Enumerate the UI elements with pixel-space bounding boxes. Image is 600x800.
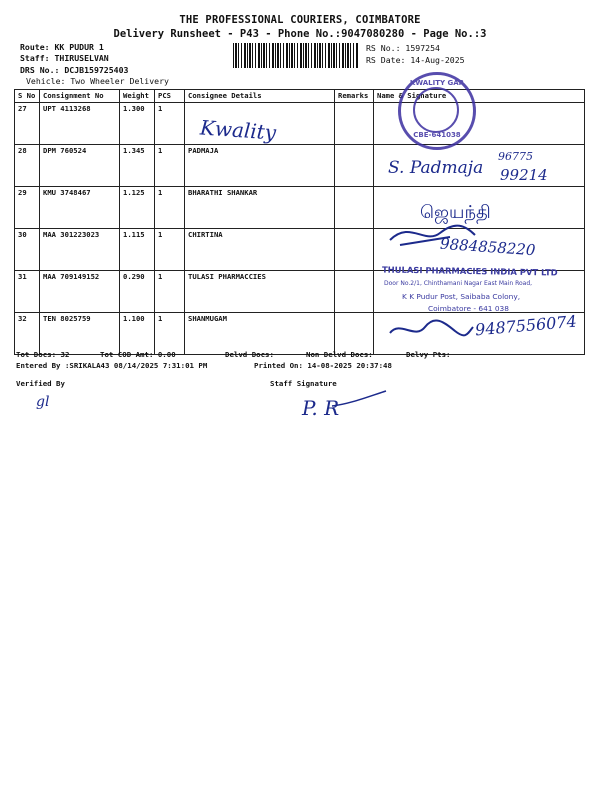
row-remarks	[335, 229, 374, 271]
runsheet-subtitle: Delivery Runsheet - P43 - Phone No.:9047080280 - Page No.:3	[113, 28, 487, 40]
row-weight: 1.345	[120, 145, 155, 187]
row-sno: 27	[15, 103, 40, 145]
row28-phone-a: 96775	[498, 150, 533, 163]
row-pcs: 1	[155, 187, 185, 229]
stamp-top-text: KWALITY GAR	[409, 79, 465, 87]
staff-signature-stroke	[330, 388, 390, 413]
runsheet-table	[14, 89, 585, 355]
row-consignment: UPT 4113268	[40, 103, 120, 145]
staff-label: Staff: THIRUSELVAN	[20, 53, 109, 63]
row28-handwritten-name: S. Padmaja	[388, 158, 484, 178]
barcode	[233, 43, 359, 68]
row-consignment: DPM 760524	[40, 145, 120, 187]
table-row	[15, 103, 585, 145]
stamp-bottom-text: CBE-641038	[413, 131, 461, 139]
row-remarks	[335, 103, 374, 145]
col-consignment: Consignment No	[40, 90, 120, 103]
rs-date: RS Date: 14-Aug-2025	[366, 55, 465, 65]
row-sno: 31	[15, 271, 40, 313]
row-weight: 1.125	[120, 187, 155, 229]
verified-by-signature: gl	[36, 394, 50, 410]
drs-label: DRS No.: DCJB159725403	[20, 65, 129, 75]
row-consignment: TEN 8025759	[40, 313, 120, 355]
non-delivered-docs: Non Delvd Docs:	[306, 350, 373, 359]
row-consignee: SHANMUGAM	[185, 313, 335, 355]
table-header-row	[15, 90, 585, 103]
row-consignment: MAA 709149152	[40, 271, 120, 313]
row30-phone: 9884858220	[439, 234, 536, 260]
row-sno: 30	[15, 229, 40, 271]
row32-phone: 9487556074	[474, 311, 578, 340]
row-weight: 1.115	[120, 229, 155, 271]
row-consignee: CHIRTINA	[185, 229, 335, 271]
row-sno: 28	[15, 145, 40, 187]
pharma-stamp-address-2: K K Pudur Post, Saibaba Colony,	[402, 292, 521, 301]
row-pcs: 1	[155, 313, 185, 355]
row-pcs: 1	[155, 271, 185, 313]
entered-by: Entered By :SRIKALA43 08/14/2025 7:31:01 PM	[16, 361, 208, 370]
row-remarks	[335, 271, 374, 313]
row-pcs: 1	[155, 145, 185, 187]
row32-scribble-signature	[385, 315, 475, 345]
verified-by-label: Verified By	[16, 379, 65, 388]
row-consignee: TULASI PHARMACCIES	[185, 271, 335, 313]
row-consignment: MAA 301223023	[40, 229, 120, 271]
printed-on: Printed On: 14-08-2025 20:37:48	[254, 361, 392, 370]
row-remarks	[335, 313, 374, 355]
vehicle-label: Vehicle: Two Wheeler Delivery	[26, 76, 169, 86]
total-cod: Tot COD Amt: 0.00	[100, 350, 176, 359]
table-row	[15, 187, 585, 229]
company-title: THE PROFESSIONAL COURIERS, COIMBATORE	[179, 14, 421, 26]
row-remarks	[335, 145, 374, 187]
row30-scribble-signature	[380, 215, 480, 255]
row-pcs: 1	[155, 229, 185, 271]
row-pcs: 1	[155, 103, 185, 145]
delivery-points: Delvy Pts:	[406, 350, 451, 359]
row-consignment: KMU 3748467	[40, 187, 120, 229]
delivered-docs: Delvd Docs:	[225, 350, 274, 359]
row-consignee: PADMAJA	[185, 145, 335, 187]
row28-phone-b: 99214	[500, 166, 548, 184]
row-weight: 1.300	[120, 103, 155, 145]
row29-tamil-signature: ஜெயந்தி	[420, 202, 491, 223]
pharma-stamp-address-3: Coimbatore - 641 038	[428, 304, 509, 313]
route-label: Route: KK PUDUR 1	[20, 42, 104, 52]
row-remarks	[335, 187, 374, 229]
row-sno: 32	[15, 313, 40, 355]
rs-number: RS No.: 1597254	[366, 43, 440, 53]
total-docs: Tot Docs: 32	[16, 350, 70, 359]
row-weight: 1.100	[120, 313, 155, 355]
kwality-stamp	[398, 72, 476, 150]
stamp-inner-ring	[413, 87, 459, 133]
col-remarks: Remarks	[335, 90, 374, 103]
row27-handwriting: Kwality	[199, 115, 277, 145]
pharma-stamp-name: THULASI PHARMACIES INDIA PVT LTD	[381, 264, 558, 278]
row-weight: 0.290	[120, 271, 155, 313]
col-signature: Name & Signature	[374, 90, 585, 103]
staff-signature-label: Staff Signature	[270, 379, 337, 388]
col-consignee: Consignee Details	[185, 90, 335, 103]
pharma-stamp-address-1: Door No.2/1, Chinthamani Nagar East Main Road,	[384, 280, 533, 287]
row-consignee: BHARATHI SHANKAR	[185, 187, 335, 229]
col-pcs: PCS	[155, 90, 185, 103]
col-weight: Weight	[120, 90, 155, 103]
col-sno: S No	[15, 90, 40, 103]
staff-signature: P. R	[302, 396, 340, 420]
row-sno: 29	[15, 187, 40, 229]
